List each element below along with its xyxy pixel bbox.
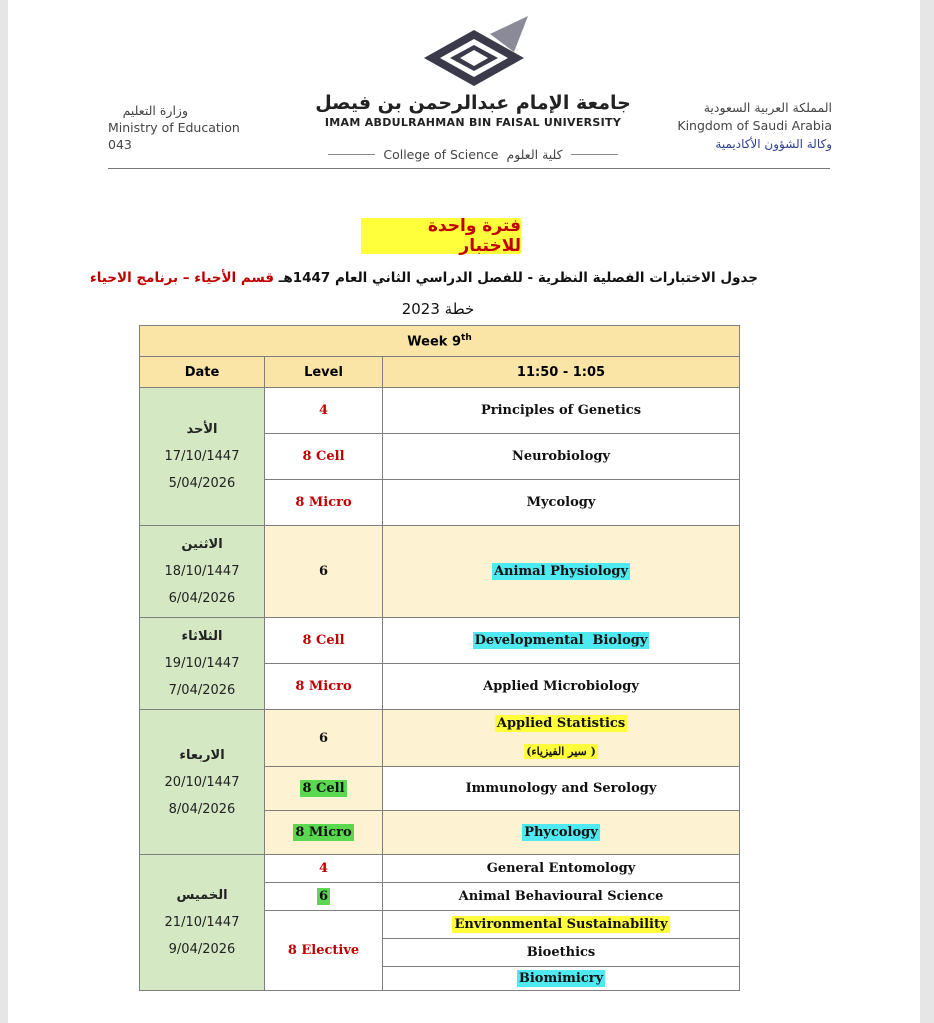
- document-page: [8, 0, 920, 1023]
- table-row: [140, 710, 740, 767]
- gregorian-date: 6/04/2026: [168, 591, 236, 606]
- course-cell: [383, 526, 740, 618]
- hijri-date: 19/10/1447: [164, 656, 240, 671]
- table-row: [140, 526, 740, 618]
- table-row: [140, 388, 740, 434]
- university-logo: [418, 12, 530, 96]
- table-row: [140, 618, 740, 664]
- course-highlight: Phycology: [524, 825, 598, 840]
- level-cell: [265, 883, 383, 911]
- course-highlight: Animal Physiology: [493, 564, 629, 579]
- level-cell: 4: [265, 855, 383, 883]
- column-header-row: [140, 357, 740, 388]
- exam-schedule-table: [139, 325, 740, 991]
- date-cell-tuesday: [140, 618, 265, 710]
- ministry-block: [108, 102, 240, 153]
- level-highlight: 8 Cell: [302, 781, 345, 796]
- course-cell: [383, 911, 740, 939]
- level-highlight: 8 Micro: [295, 825, 352, 840]
- course-highlight: Applied Statistics: [496, 716, 626, 731]
- subtitle-department: قسم الأحياء – برنامج الاحياء: [89, 270, 275, 286]
- gregorian-date: 7/04/2026: [168, 683, 236, 698]
- course-cell: Principles of Genetics: [383, 388, 740, 434]
- gregorian-date: 8/04/2026: [168, 801, 236, 817]
- level-cell: 4: [265, 388, 383, 434]
- subtitle-main: جدول الاختبارات الفصلية النظرية - للفصل الدراسي الثاني العام 1447هـ: [278, 270, 758, 286]
- ministry-en: Ministry of Education: [108, 120, 240, 135]
- college-line: [328, 147, 618, 162]
- college-ar: كلية العلوم: [506, 147, 563, 162]
- week-sup: th: [461, 332, 472, 343]
- course-highlight: Environmental Sustainability: [454, 917, 668, 932]
- day-name: الخميس: [176, 888, 228, 903]
- hijri-date: 21/10/1447: [164, 915, 240, 930]
- course-cell: Immunology and Serology: [383, 767, 740, 811]
- divider-right: [571, 154, 618, 155]
- ministry-code: 043: [108, 137, 132, 152]
- course-cell: [383, 618, 740, 664]
- hijri-date: 17/10/1447: [164, 449, 240, 464]
- university-name-ar: جامعة الإمام عبدالرحمن بن فيصل: [315, 92, 631, 114]
- level-cell: 8 Elective: [265, 911, 383, 991]
- date-cell-wednesday: [140, 710, 265, 855]
- level-cell: [265, 767, 383, 811]
- week-label: Week 9: [407, 334, 462, 350]
- kingdom-block: [677, 99, 832, 153]
- level-cell: [265, 811, 383, 855]
- gregorian-date: 5/04/2026: [168, 476, 236, 491]
- plan-label: خطة 2023: [401, 300, 475, 318]
- course-cell: Bioethics: [383, 939, 740, 967]
- course-cell: General Entomology: [383, 855, 740, 883]
- course-cell: Applied Microbiology: [383, 664, 740, 710]
- date-cell-monday: [140, 526, 265, 618]
- hijri-date: 20/10/1447: [164, 774, 240, 790]
- col-level: Level: [265, 357, 383, 388]
- course-highlight: Developmental Biology: [474, 633, 648, 648]
- table-row: [140, 855, 740, 883]
- level-cell: 8 Cell: [265, 434, 383, 480]
- gregorian-date: 9/04/2026: [168, 942, 236, 957]
- week-header: [140, 326, 740, 357]
- level-cell: 6: [265, 526, 383, 618]
- week-row: [140, 326, 740, 357]
- ministry-ar: وزارة التعليم: [122, 103, 188, 118]
- date-cell-sunday: [140, 388, 265, 526]
- col-time: 11:50 - 1:05: [383, 357, 740, 388]
- course-cell: [383, 710, 740, 767]
- hijri-date: 18/10/1447: [164, 564, 240, 579]
- kingdom-en: Kingdom of Saudi Arabia: [677, 118, 832, 133]
- level-highlight: 6: [318, 889, 329, 904]
- header-rule: [108, 168, 830, 169]
- level-cell: 8 Cell: [265, 618, 383, 664]
- schedule-subtitle: [89, 270, 758, 286]
- level-cell: 6: [265, 710, 383, 767]
- divider-left: [328, 154, 375, 155]
- university-name-block: [308, 92, 638, 129]
- day-name: الثلاثاء: [181, 629, 223, 644]
- deanship-ar: وكالة الشؤون الأكاديمية: [715, 137, 832, 151]
- course-note: ( سير الفيزياء): [526, 745, 596, 758]
- exam-period-title: فترة واحدة للاختبار: [361, 218, 521, 254]
- day-name: الأحد: [186, 422, 218, 437]
- level-cell: 8 Micro: [265, 664, 383, 710]
- course-cell: Neurobiology: [383, 434, 740, 480]
- day-name: الاثنين: [181, 537, 223, 552]
- kingdom-ar: المملكة العربية السعودية: [703, 100, 832, 115]
- course-cell: [383, 811, 740, 855]
- level-cell: 8 Micro: [265, 480, 383, 526]
- course-cell: Animal Behavioural Science: [383, 883, 740, 911]
- date-cell-thursday: [140, 855, 265, 991]
- course-cell: Mycology: [383, 480, 740, 526]
- col-date: Date: [140, 357, 265, 388]
- university-name-en: IMAM ABDULRAHMAN BIN FAISAL UNIVERSITY: [324, 116, 622, 129]
- college-en: College of Science: [383, 147, 499, 162]
- course-highlight: Biomimicry: [518, 971, 604, 986]
- day-name: الاربعاء: [179, 747, 225, 763]
- course-cell: [383, 967, 740, 991]
